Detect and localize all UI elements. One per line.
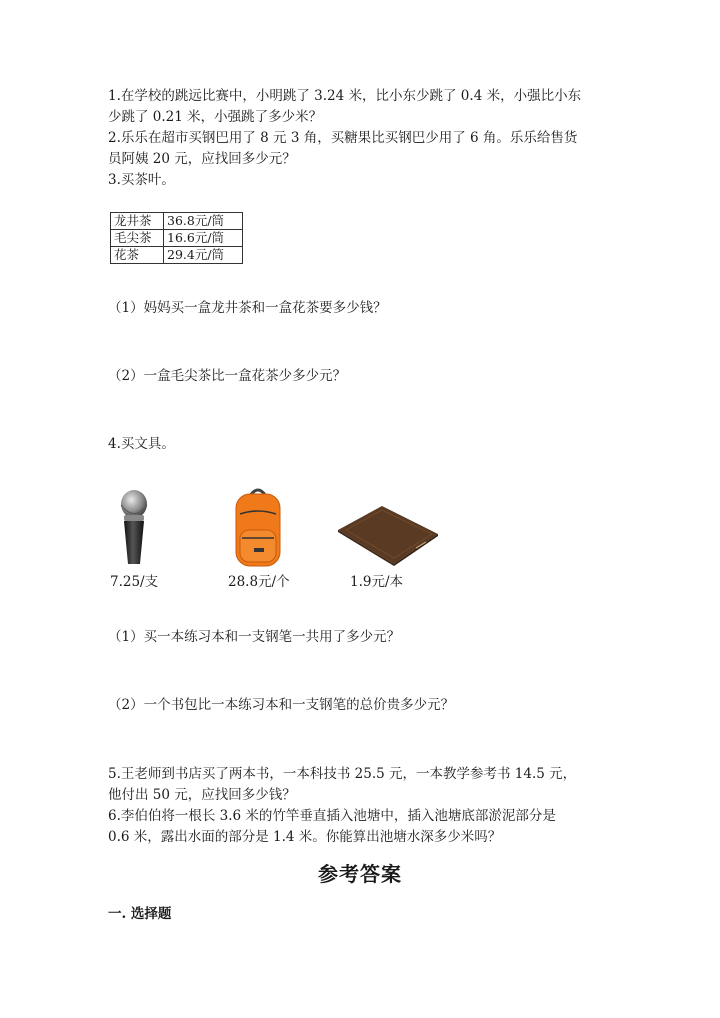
tea-name-cell: 龙井茶 (111, 213, 164, 230)
tea-price-table (110, 212, 243, 264)
problem-5-line-2: 他付出 50 元，应找回多少钱？ (108, 787, 296, 803)
microphone-icon (112, 488, 156, 566)
problem-4-question-2: （2）一个书包比一本练习本和一支钢笔的总价贵多少元？ (108, 697, 455, 713)
problem-6-line-2: 0.6 米，露出水面的部分是 1.4 米。你能算出池塘水深多少米吗？ (108, 829, 502, 845)
table-row (111, 247, 243, 264)
table-row (111, 230, 243, 247)
notebook-price: 1.9元/本 (350, 574, 404, 590)
tea-price-cell: 16.6元/筒 (164, 230, 243, 247)
backpack-price: 28.8元/个 (228, 574, 290, 590)
table-row (111, 213, 243, 230)
problem-6-line-1: 6.李伯伯将一根长 3.6 米的竹竿垂直插入池塘中，插入池塘底部淤泥部分是 (108, 808, 556, 824)
tea-name-cell: 花茶 (111, 247, 164, 264)
problem-1-line-2: 少跳了 0.21 米，小强跳了多少米？ (108, 109, 323, 125)
notebook-icon (336, 504, 440, 566)
problem-2-line-1: 2.乐乐在超市买钢巴用了 8 元 3 角，买糖果比买钢巴少用了 6 角。乐乐给售货 (108, 130, 578, 146)
problem-3-question-2: （2）一盒毛尖茶比一盒花茶少多少元？ (108, 368, 347, 384)
tea-price-cell: 36.8元/筒 (164, 213, 243, 230)
answers-title: 参考答案 (318, 862, 402, 886)
problem-5-line-1: 5.王老师到书店买了两本书，一本科技书 25.5 元，一本教学参考书 14.5 元， (108, 766, 577, 782)
backpack-icon (230, 484, 286, 568)
section-heading-choice: 一. 选择题 (108, 906, 172, 922)
tea-name-cell: 毛尖茶 (111, 230, 164, 247)
problem-3-title: 3.买茶叶。 (108, 172, 175, 188)
tea-price-cell: 29.4元/筒 (164, 247, 243, 264)
problem-4-title: 4.买文具。 (108, 436, 175, 452)
problem-3-question-1: （1）妈妈买一盒龙井茶和一盒花茶要多少钱？ (108, 300, 387, 316)
problem-4-question-1: （1）买一本练习本和一支钢笔一共用了多少元？ (108, 629, 401, 645)
problem-2-line-2: 员阿姨 20 元，应找回多少元？ (108, 151, 296, 167)
problem-1-line-1: 1.在学校的跳远比赛中，小明跳了 3.24 米，比小东少跳了 0.4 米，小强比小东 (108, 88, 582, 104)
microphone-price: 7.25/支 (110, 574, 159, 590)
